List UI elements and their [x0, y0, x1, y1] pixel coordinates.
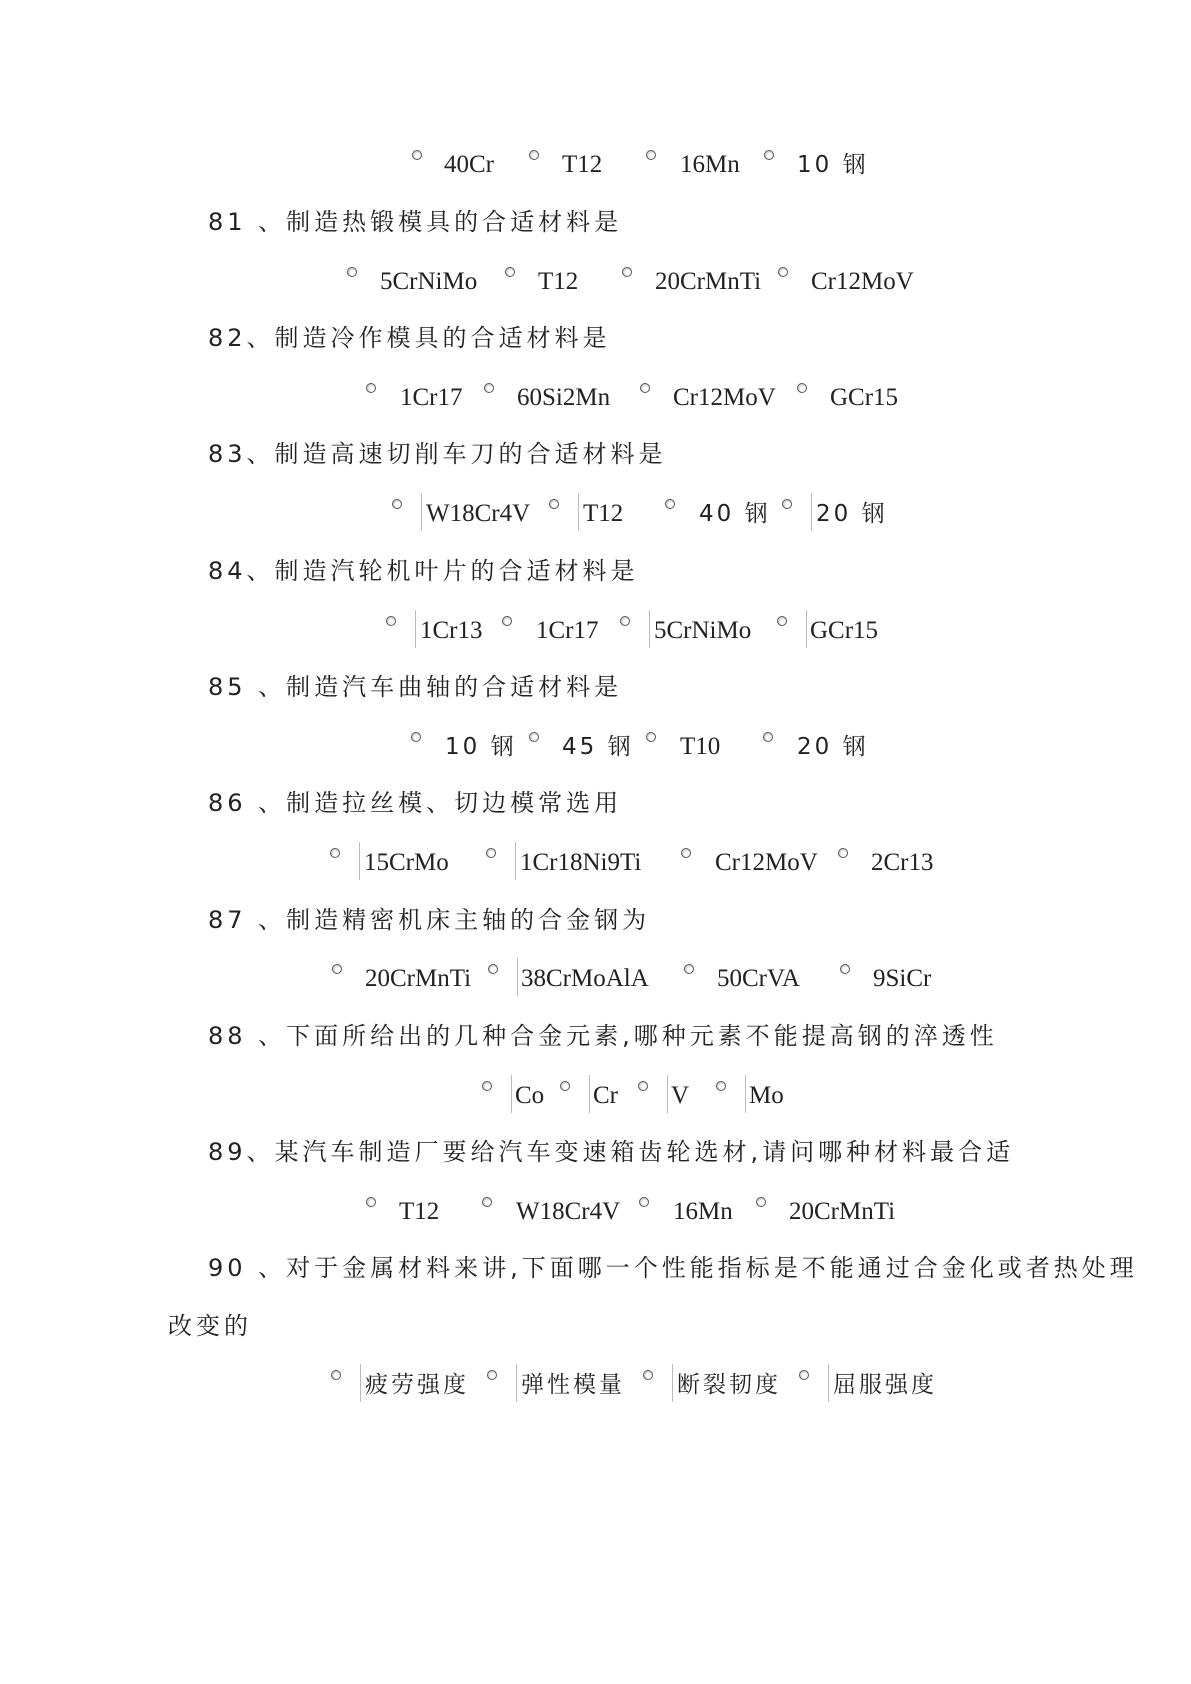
- radio-button[interactable]: [482, 1081, 492, 1091]
- option-label: Cr12MoV: [811, 268, 914, 295]
- option-label: W18Cr4V: [426, 500, 531, 527]
- radio-button[interactable]: [799, 1370, 809, 1380]
- option-label: 38CrMoAlA: [521, 965, 649, 992]
- option-label: 10 钢: [445, 734, 517, 760]
- radio-button[interactable]: [386, 616, 396, 626]
- radio-button[interactable]: [412, 150, 422, 160]
- text-cursor: [360, 1364, 361, 1402]
- option-label: 40Cr: [444, 151, 494, 178]
- text-cursor: [517, 958, 518, 996]
- option-label: 疲劳强度: [365, 1372, 469, 1398]
- option-label: Co: [515, 1082, 545, 1109]
- option-label: 16Mn: [673, 1198, 733, 1225]
- option-label: 5CrNiMo: [380, 268, 478, 295]
- option-label: 60Si2Mn: [517, 384, 611, 411]
- radio-button[interactable]: [782, 499, 792, 509]
- radio-button[interactable]: [778, 267, 788, 277]
- radio-button[interactable]: [684, 964, 694, 974]
- radio-button[interactable]: [488, 964, 498, 974]
- radio-button[interactable]: [646, 150, 656, 160]
- option-label: 20CrMnTi: [655, 268, 762, 295]
- option-label: 40 钢: [699, 501, 771, 527]
- option-label: T12: [538, 268, 579, 295]
- radio-button[interactable]: [366, 1197, 376, 1207]
- text-cursor: [415, 610, 416, 648]
- radio-button[interactable]: [484, 383, 494, 393]
- q90-options: [0, 1368, 1191, 1402]
- radio-button[interactable]: [681, 848, 691, 858]
- option-label: 弹性模量: [521, 1372, 625, 1398]
- radio-button[interactable]: [347, 267, 357, 277]
- option-label: 1Cr13: [420, 617, 483, 644]
- option-label: 10 钢: [797, 152, 869, 178]
- option-label: 45 钢: [562, 734, 634, 760]
- text-cursor: [672, 1364, 673, 1402]
- q83-options: [0, 497, 1191, 531]
- option-label: T12: [562, 151, 603, 178]
- option-label: GCr15: [810, 617, 879, 644]
- text-cursor: [589, 1075, 590, 1113]
- radio-button[interactable]: [330, 848, 340, 858]
- option-label: W18Cr4V: [516, 1198, 621, 1225]
- radio-button[interactable]: [366, 383, 376, 393]
- question-81: 81 、制造热锻模具的合适材料是: [208, 208, 623, 236]
- option-label: 1Cr18Ni9Ti: [520, 849, 642, 876]
- option-label: 20 钢: [816, 501, 888, 527]
- text-cursor: [828, 1364, 829, 1402]
- option-label: 20CrMnTi: [789, 1198, 896, 1225]
- text-cursor: [359, 842, 360, 880]
- option-label: 20CrMnTi: [365, 965, 472, 992]
- radio-button[interactable]: [411, 732, 421, 742]
- question-90: 90 、对于金属材料来讲,下面哪一个性能指标是不能通过合金化或者热处理: [208, 1254, 1138, 1282]
- text-cursor: [516, 1364, 517, 1402]
- option-label: Cr12MoV: [673, 384, 776, 411]
- question-84: 84、制造汽轮机叶片的合适材料是: [208, 557, 639, 585]
- q87-options: [0, 962, 1191, 996]
- radio-button[interactable]: [838, 848, 848, 858]
- question-86: 86 、制造拉丝模、切边模常选用: [208, 789, 623, 817]
- radio-button[interactable]: [487, 1370, 497, 1380]
- option-label: Cr12MoV: [715, 849, 818, 876]
- text-cursor: [745, 1075, 746, 1113]
- option-label: 5CrNiMo: [654, 617, 752, 644]
- radio-button[interactable]: [639, 1197, 649, 1207]
- option-label: 1Cr17: [536, 617, 599, 644]
- radio-button[interactable]: [665, 499, 675, 509]
- radio-button[interactable]: [392, 499, 402, 509]
- text-cursor: [811, 493, 812, 531]
- radio-button[interactable]: [840, 964, 850, 974]
- q85-options: [0, 730, 1191, 764]
- radio-button[interactable]: [764, 150, 774, 160]
- option-label: Cr: [593, 1082, 618, 1109]
- radio-button[interactable]: [620, 616, 630, 626]
- radio-button[interactable]: [482, 1197, 492, 1207]
- text-cursor: [667, 1075, 668, 1113]
- option-label: T12: [399, 1198, 440, 1225]
- radio-button[interactable]: [638, 1081, 648, 1091]
- option-label: Mo: [749, 1082, 784, 1109]
- radio-button[interactable]: [797, 383, 807, 393]
- radio-button[interactable]: [646, 732, 656, 742]
- option-label: 屈服强度: [833, 1372, 937, 1398]
- option-label: 2Cr13: [871, 849, 934, 876]
- radio-button[interactable]: [622, 267, 632, 277]
- radio-button[interactable]: [332, 964, 342, 974]
- text-cursor: [649, 610, 650, 648]
- q88-options: [0, 1079, 1191, 1113]
- radio-button[interactable]: [716, 1081, 726, 1091]
- radio-button[interactable]: [486, 848, 496, 858]
- q80-options: [0, 148, 1191, 182]
- text-cursor: [421, 493, 422, 531]
- radio-button[interactable]: [529, 732, 539, 742]
- q84-options: [0, 614, 1191, 648]
- option-label: T10: [680, 733, 721, 760]
- question-87: 87 、制造精密机床主轴的合金钢为: [208, 906, 651, 934]
- option-label: GCr15: [830, 384, 899, 411]
- radio-button[interactable]: [505, 267, 515, 277]
- option-label: 9SiCr: [873, 965, 932, 992]
- question-82: 82、制造冷作模具的合适材料是: [208, 324, 611, 352]
- q86-options: [0, 846, 1191, 880]
- q82-options: [0, 381, 1191, 415]
- question-85: 85 、制造汽车曲轴的合适材料是: [208, 673, 623, 701]
- radio-button[interactable]: [331, 1370, 341, 1380]
- option-label: 15CrMo: [364, 849, 449, 876]
- radio-button[interactable]: [763, 732, 773, 742]
- option-label: V: [671, 1082, 690, 1109]
- radio-button[interactable]: [640, 383, 650, 393]
- text-cursor: [806, 610, 807, 648]
- radio-button[interactable]: [549, 499, 559, 509]
- question-88: 88 、下面所给出的几种合金元素,哪种元素不能提高钢的淬透性: [208, 1022, 998, 1050]
- text-cursor: [578, 493, 579, 531]
- option-label: T12: [583, 500, 624, 527]
- text-cursor: [515, 842, 516, 880]
- radio-button[interactable]: [756, 1197, 766, 1207]
- option-label: 50CrVA: [717, 965, 800, 992]
- radio-button[interactable]: [502, 616, 512, 626]
- option-label: 16Mn: [680, 151, 740, 178]
- option-label: 断裂韧度: [677, 1372, 781, 1398]
- option-label: 1Cr17: [400, 384, 463, 411]
- question-83: 83、制造高速切削车刀的合适材料是: [208, 440, 667, 468]
- radio-button[interactable]: [777, 616, 787, 626]
- radio-button[interactable]: [560, 1081, 570, 1091]
- q89-options: [0, 1195, 1191, 1229]
- text-cursor: [511, 1075, 512, 1113]
- question-90-continued: 改变的: [168, 1312, 252, 1340]
- option-label: 20 钢: [797, 734, 869, 760]
- radio-button[interactable]: [529, 150, 539, 160]
- question-89: 89、某汽车制造厂要给汽车变速箱齿轮选材,请问哪种材料最合适: [208, 1138, 1015, 1166]
- q81-options: [0, 265, 1191, 299]
- radio-button[interactable]: [643, 1370, 653, 1380]
